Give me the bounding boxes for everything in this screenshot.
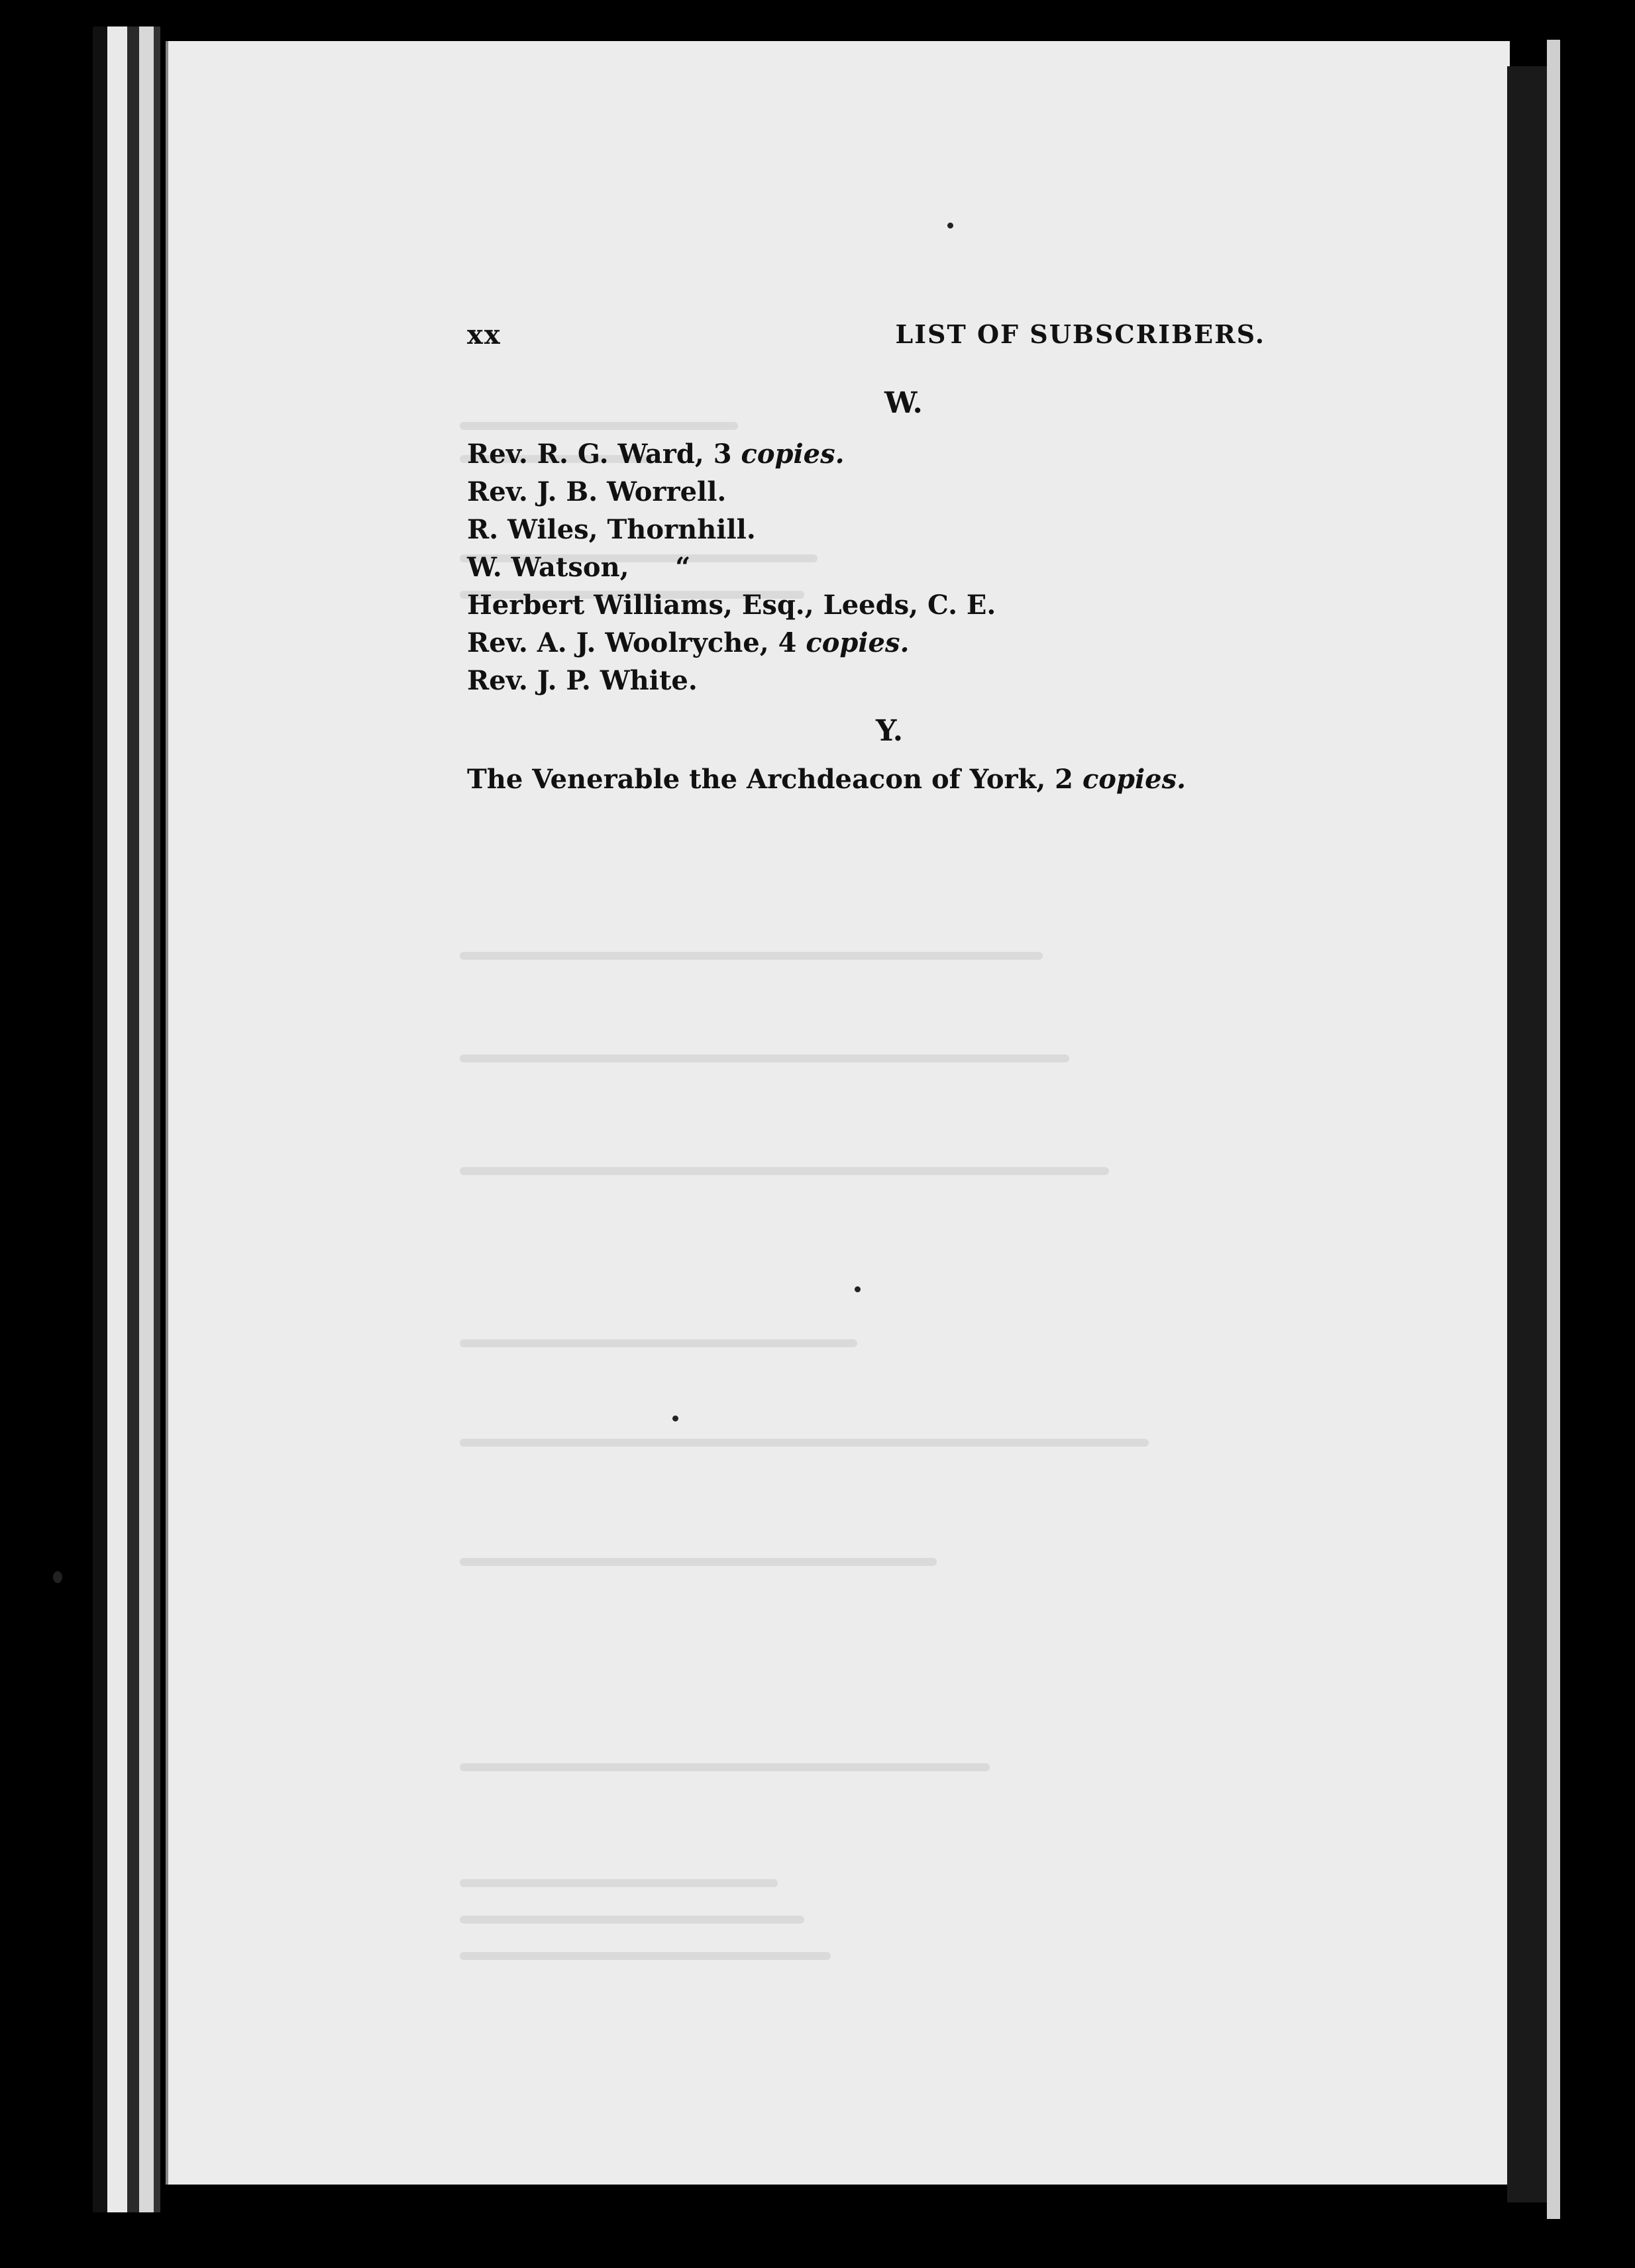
book-edge xyxy=(93,26,107,2212)
bleed-through xyxy=(460,1916,804,1924)
bleed-through xyxy=(460,1439,1149,1447)
section-letter-y: Y. xyxy=(876,714,904,748)
subscriber-entry: Rev. J. P. White. xyxy=(467,665,698,696)
bleed-through xyxy=(460,1055,1069,1062)
subscriber-entry: Rev. A. J. Woolryche, 4 copies. xyxy=(467,627,910,658)
subscriber-entry: The Venerable the Archdeacon of York, 2 copies. xyxy=(467,764,1187,795)
page-heading: LIST OF SUBSCRIBERS. xyxy=(895,319,1265,349)
subscriber-entry: Herbert Williams, Esq., Leeds, C. E. xyxy=(467,590,996,621)
book-edge xyxy=(154,26,160,2212)
scan-speck xyxy=(947,223,953,229)
bleed-through xyxy=(460,422,738,430)
book-edge xyxy=(139,26,154,2212)
page-spine xyxy=(1507,66,1547,2202)
subscriber-entry: R. Wiles, Thornhill. xyxy=(467,514,756,545)
subscriber-entry: Rev. J. B. Worrell. xyxy=(467,476,727,507)
book-edge xyxy=(127,26,139,2212)
page-edge xyxy=(1547,40,1560,2219)
bleed-through xyxy=(460,952,1043,960)
scan-speck xyxy=(855,1286,861,1292)
bleed-through xyxy=(460,1558,937,1566)
page-number: xx xyxy=(467,319,501,350)
bleed-through xyxy=(460,1879,778,1887)
bleed-through xyxy=(460,1339,857,1347)
bleed-through xyxy=(460,1952,831,1960)
scan-speck xyxy=(672,1416,678,1421)
scan-speck xyxy=(53,1571,62,1583)
subscriber-list-w xyxy=(467,435,996,699)
subscriber-list-y xyxy=(467,760,1186,798)
bleed-through xyxy=(460,1763,990,1771)
book-page xyxy=(166,41,1510,2185)
bleed-through xyxy=(460,1167,1109,1175)
subscriber-entry: W. Watson, “ xyxy=(467,552,691,583)
section-letter-w: W. xyxy=(884,386,923,420)
running-head xyxy=(467,319,1265,359)
book-edge xyxy=(107,26,127,2212)
subscriber-entry: Rev. R. G. Ward, 3 copies. xyxy=(467,438,845,470)
